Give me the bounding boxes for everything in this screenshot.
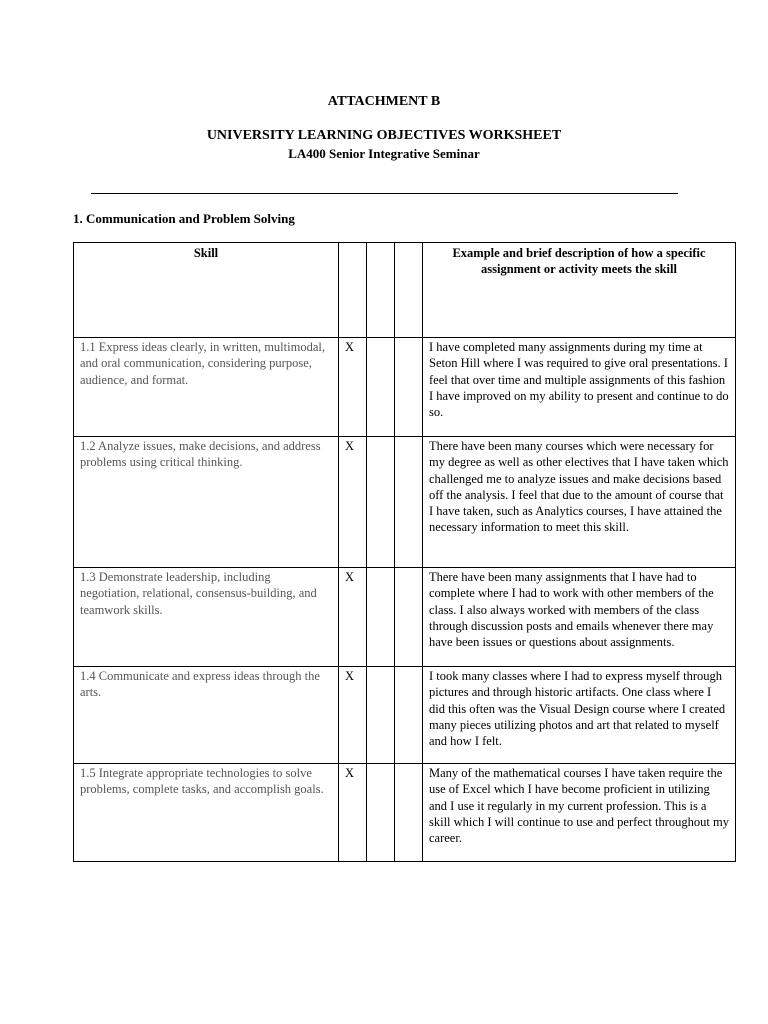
mark-cell-empty: [395, 437, 423, 568]
mark-cell: X: [339, 568, 367, 667]
mark-cell-empty: [367, 338, 395, 437]
mark-cell-empty: [367, 437, 395, 568]
mark-cell: X: [339, 764, 367, 862]
horizontal-divider: [91, 193, 678, 194]
mark-column-header-3: [395, 243, 423, 338]
section-heading: 1. Communication and Problem Solving: [73, 211, 295, 226]
description-cell: I took many classes where I had to express myself through pictures and through historic artifacts. One class where I did this often was the Visual Design course where I created many pieces utilizing photos and art that related to myself and how I felt.: [423, 667, 736, 764]
mark-cell-empty: [367, 667, 395, 764]
mark-cell-empty: [395, 568, 423, 667]
skill-cell: 1.5 Integrate appropriate technologies to solve problems, complete tasks, and accomplish goals.: [74, 764, 339, 862]
table-row: [74, 667, 736, 764]
description-cell: There have been many assignments that I have had to complete where I had to work with other members of the class. I also always worked with members of the class through discussion posts and emails whenever there may have been issues or questions about assignments.: [423, 568, 736, 667]
mark-column-header-1: [339, 243, 367, 338]
skill-column-header: Skill: [74, 243, 339, 338]
mark-cell: X: [339, 437, 367, 568]
document-title: UNIVERSITY LEARNING OBJECTIVES WORKSHEET: [206, 128, 562, 143]
mark-cell-empty: [367, 568, 395, 667]
table-row: [74, 437, 736, 568]
description-cell: There have been many courses which were necessary for my degree as well as other electives that I have taken which challenged me to analyze issues and make decisions based off the analysis. I feel that due to the amount of course that I have taken, such as Analytics courses, I have attained the necessary information to meet this skill.: [423, 437, 736, 568]
mark-cell: X: [339, 667, 367, 764]
mark-cell: X: [339, 338, 367, 437]
table-header-row: [74, 243, 736, 338]
course-subtitle: LA400 Senior Integrative Seminar: [288, 146, 480, 161]
mark-cell-empty: [395, 764, 423, 862]
skill-cell: 1.1 Express ideas clearly, in written, multimodal, and oral communication, considering purpose, audience, and format.: [74, 338, 339, 437]
description-cell: Many of the mathematical courses I have taken require the use of Excel which I have become proficient in utilizing and I use it regularly in my current profession. This is a skill which I will continue to use and perfect throughout my career.: [423, 764, 736, 862]
table-row: [74, 568, 736, 667]
skill-cell: 1.2 Analyze issues, make decisions, and address problems using critical thinking.: [74, 437, 339, 568]
mark-cell-empty: [367, 764, 395, 862]
table-row: [74, 764, 736, 862]
attachment-label: ATTACHMENT B: [327, 94, 441, 109]
table-row: [74, 338, 736, 437]
objectives-table: [73, 242, 736, 862]
mark-cell-empty: [395, 338, 423, 437]
mark-cell-empty: [395, 667, 423, 764]
skill-cell: 1.4 Communicate and express ideas through the arts.: [74, 667, 339, 764]
description-cell: I have completed many assignments during my time at Seton Hill where I was required to give oral presentations. I feel that over time and multiple assignments of this fashion I have improved on my ability to present and continue to do so.: [423, 338, 736, 437]
mark-column-header-2: [367, 243, 395, 338]
skill-cell: 1.3 Demonstrate leadership, including negotiation, relational, consensus-building, and teamwork skills.: [74, 568, 339, 667]
description-column-header: Example and brief description of how a specific assignment or activity meets the skill: [423, 243, 736, 338]
